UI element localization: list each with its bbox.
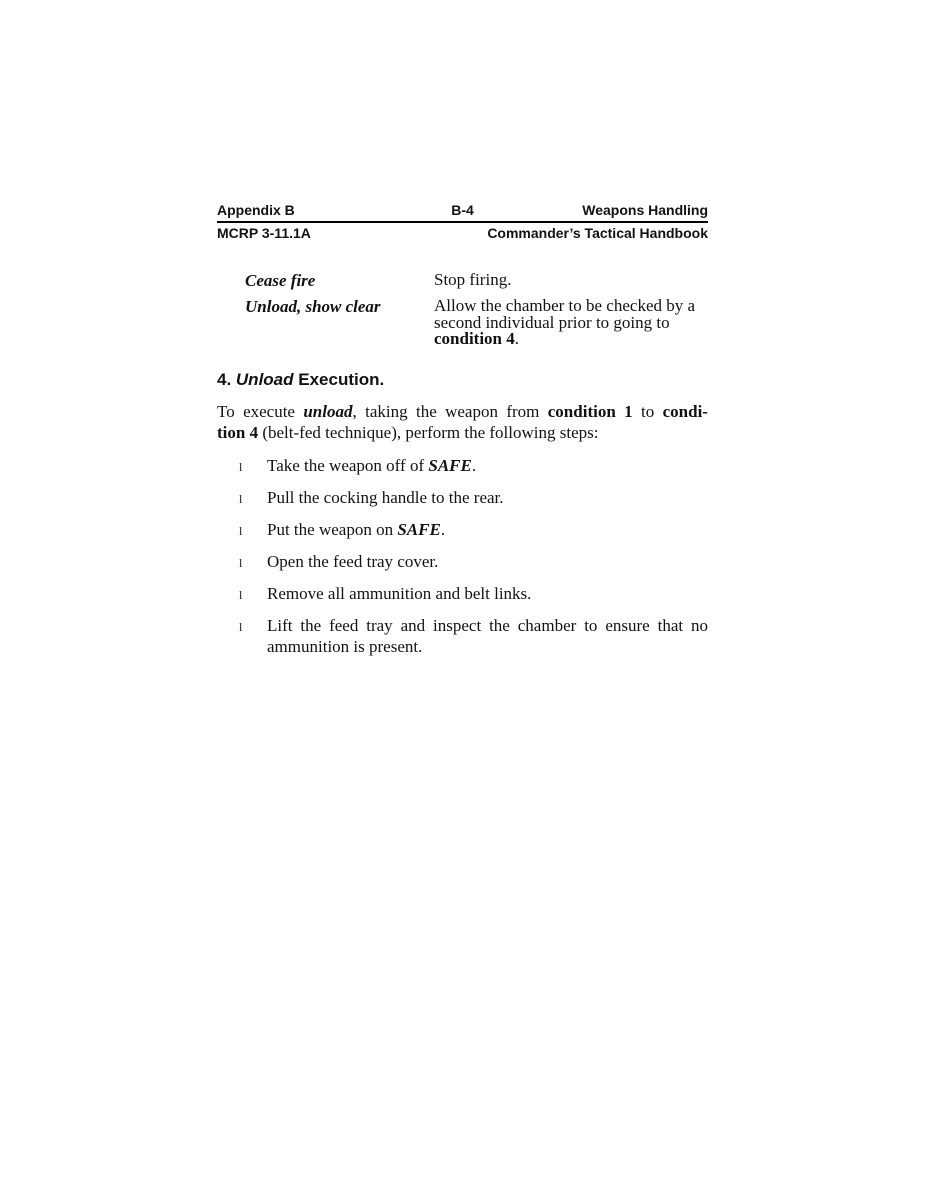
list-item-text: Remove all ammunition and belt links. bbox=[267, 583, 532, 603]
section-paragraph: To execute unload, taking the weapon from condition 1 to condi- tion 4 (belt-fed technique), perform the following steps: bbox=[217, 401, 708, 442]
header-appendix-label: Appendix B bbox=[217, 202, 295, 218]
table-row bbox=[217, 272, 708, 290]
command-definition: Stop firing. bbox=[434, 270, 512, 289]
header-page-number: B-4 bbox=[451, 202, 474, 218]
list-item-text: Lift the feed tray and inspect the chamber to ensure that no ammunition is present. bbox=[267, 615, 708, 656]
page-header bbox=[217, 203, 708, 241]
list-item bbox=[217, 455, 708, 476]
steps-list bbox=[217, 455, 708, 657]
list-item-text: Put the weapon on SAFE. bbox=[267, 519, 446, 539]
bullet-marker: l bbox=[239, 523, 243, 538]
command-definition: Allow the chamber to be checked by a second individual prior to going to condition 4. bbox=[434, 296, 696, 348]
commands-table bbox=[217, 272, 708, 348]
list-item bbox=[217, 487, 708, 508]
header-doc-title: Commander’s Tactical Handbook bbox=[487, 225, 708, 241]
list-item-text: Open the feed tray cover. bbox=[267, 551, 439, 571]
command-term: Unload, show clear bbox=[245, 297, 381, 316]
header-doc-number: MCRP 3-11.1A bbox=[217, 225, 311, 241]
header-row-1 bbox=[217, 203, 708, 223]
header-section-title: Weapons Handling bbox=[582, 202, 709, 218]
bullet-marker: l bbox=[239, 459, 243, 474]
bullet-marker: l bbox=[239, 555, 243, 570]
table-row bbox=[217, 298, 708, 348]
list-item bbox=[217, 583, 708, 604]
header-row-2 bbox=[217, 226, 708, 241]
list-item bbox=[217, 551, 708, 572]
list-item-text: Pull the cocking handle to the rear. bbox=[267, 487, 504, 507]
list-item bbox=[217, 519, 708, 540]
page-content bbox=[217, 203, 708, 668]
command-term: Cease fire bbox=[245, 271, 316, 290]
list-item-text: Take the weapon off of SAFE. bbox=[267, 455, 477, 475]
bullet-marker: l bbox=[239, 587, 243, 602]
bullet-marker: l bbox=[239, 619, 243, 634]
section-heading: 4. Unload Execution. bbox=[217, 369, 385, 389]
list-item bbox=[217, 615, 708, 657]
bullet-marker: l bbox=[239, 491, 243, 506]
